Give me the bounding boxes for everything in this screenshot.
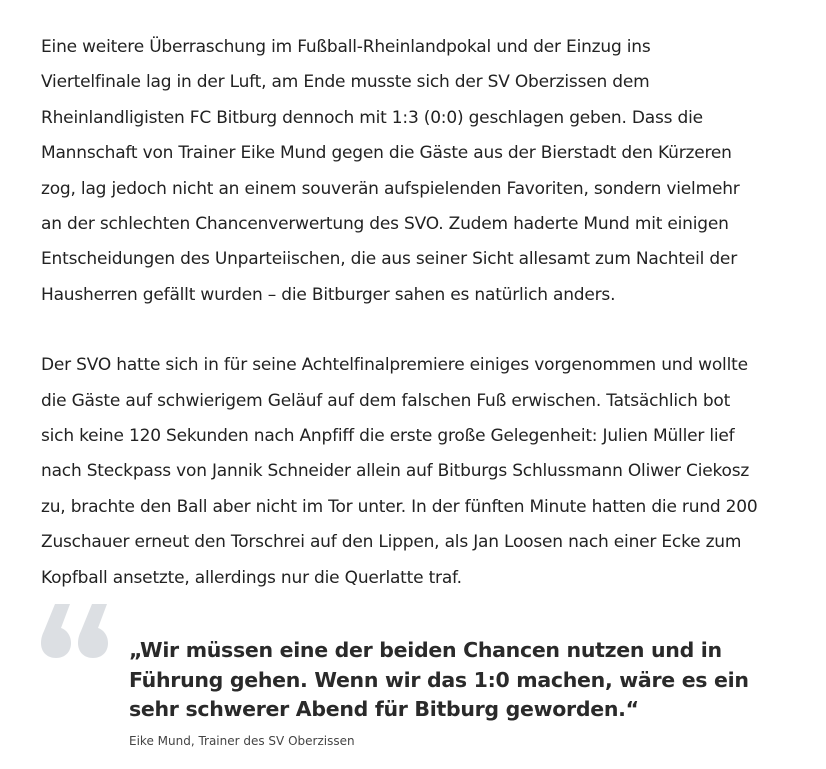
quote-line: Führung gehen. Wenn wir das 1:0 machen, wäre es ein xyxy=(129,667,749,692)
pull-quote xyxy=(41,608,801,758)
paragraph-line: Kopfball ansetzte, allerdings nur die Querlatte traf. xyxy=(41,567,462,588)
quote-line: „Wir müssen eine der beiden Chancen nutzen und in xyxy=(129,638,722,662)
paragraph-line: Mannschaft von Trainer Eike Mund gegen die Gäste aus der Bierstadt den Kürzeren xyxy=(41,143,732,164)
paragraph-line: zu, brachte den Ball aber nicht im Tor unter. In der fünften Minute hatten die rund 200 xyxy=(41,496,758,517)
paragraph-line: Zuschauer erneut den Torschrei auf den Lippen, als Jan Loosen nach einer Ecke zum xyxy=(41,532,742,553)
paragraph-line: Hausherren gefällt wurden – die Bitburger sahen es natürlich anders. xyxy=(41,284,616,305)
paragraph-line: zog, lag jedoch nicht an einem souverän aufspielenden Favoriten, sondern vielmehr xyxy=(41,178,740,199)
paragraph-line: Der SVO hatte sich in für seine Achtelfinalpremiere einiges vorgenommen und wollte xyxy=(41,355,748,376)
quote-text xyxy=(129,636,749,725)
paragraph-line: Rheinlandligisten FC Bitburg dennoch mit 1:3 (0:0) geschlagen geben. Dass die xyxy=(41,107,703,128)
quote-author: Eike Mund, Trainer des SV Oberzissen xyxy=(129,734,355,748)
quotation-mark-icon xyxy=(41,602,109,662)
paragraph-line: die Gäste auf schwierigem Geläuf auf dem falschen Fuß erwischen. Tatsächlich bot xyxy=(41,390,731,411)
paragraph-line: nach Steckpass von Jannik Schneider allein auf Bitburgs Schlussmann Oliwer Ciekosz xyxy=(41,461,750,482)
paragraph-line: Viertelfinale lag in der Luft, am Ende musste sich der SV Oberzissen dem xyxy=(41,72,650,93)
paragraph-line: Entscheidungen des Unparteiischen, die aus seiner Sicht allesamt zum Nachteil der xyxy=(41,249,737,270)
paragraph-line: Eine weitere Überraschung im Fußball-Rheinlandpokal und der Einzug ins xyxy=(41,37,651,57)
article-paragraph-1 xyxy=(41,30,801,313)
paragraph-line: sich keine 120 Sekunden nach Anpfiff die erste große Gelegenheit: Julien Müller lief xyxy=(41,426,735,447)
article-paragraph-2 xyxy=(41,348,801,596)
article-body xyxy=(41,30,801,596)
paragraph-line: an der schlechten Chancenverwertung des SVO. Zudem haderte Mund mit einigen xyxy=(41,214,729,235)
quote-line: sehr schwerer Abend für Bitburg geworden.“ xyxy=(129,697,639,721)
